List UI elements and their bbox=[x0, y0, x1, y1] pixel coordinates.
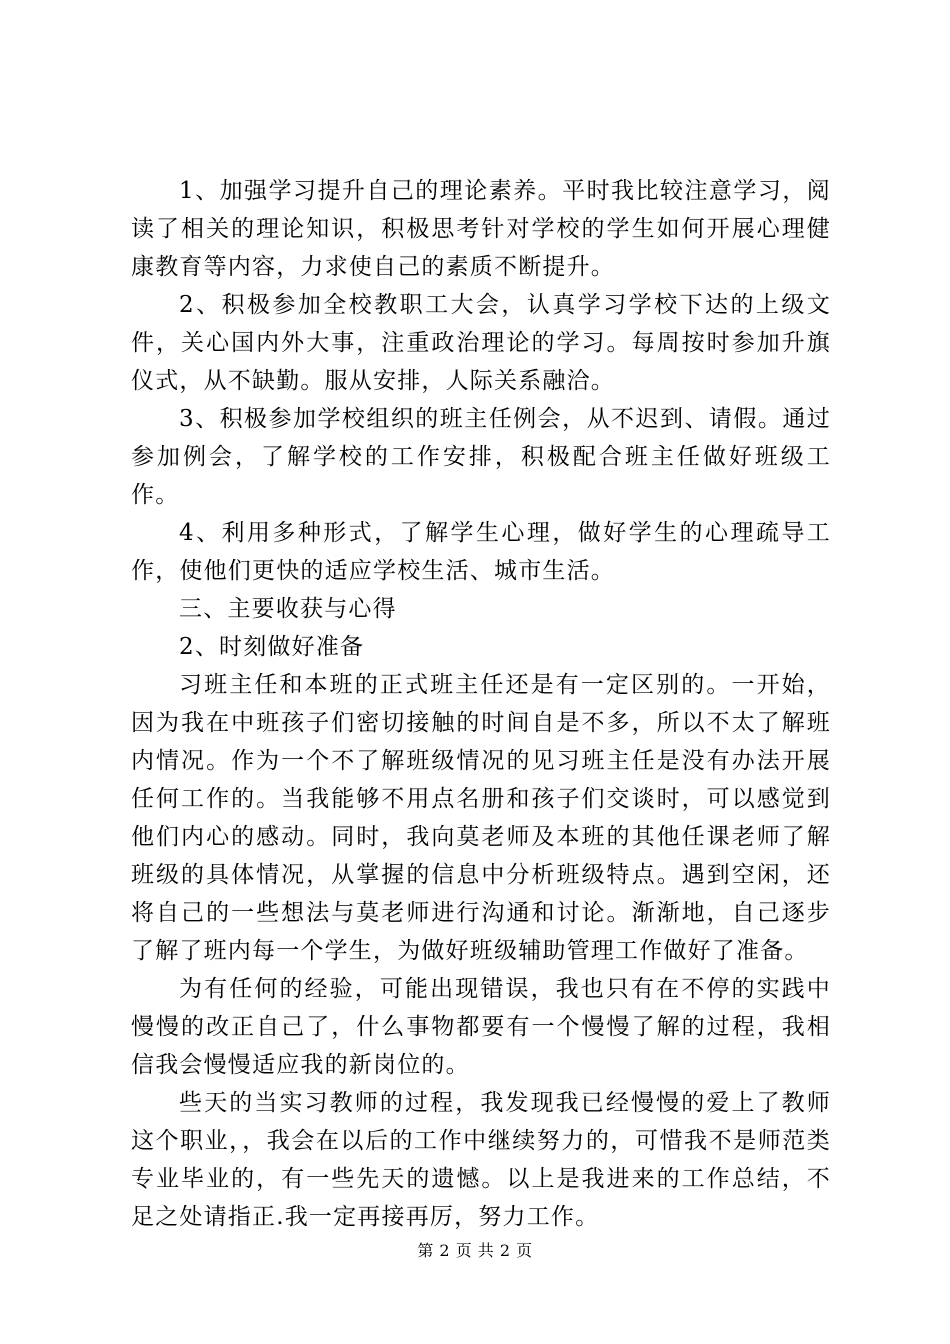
page-footer: 第 2 页 共 2 页 bbox=[417, 1241, 533, 1260]
paragraph-study: 1、加强学习提升自己的理论素养。平时我比较注意学习，阅读了相关的理论知识，积极思考针对学校的学生如何开展心理健康教育等内容，力求使自己的素质不断提升。 bbox=[131, 178, 831, 280]
paragraph-conclusion: 些天的当实习教师的过程，我发现我已经慢慢的爱上了教师这个职业，，我会在以后的工作中继续努力的，可惜我不是师范类专业毕业的，有一些先天的遗憾。以上是我进来的工作总结，不足之处请指正.我一定再接再厉，努力工作。 bbox=[131, 1090, 831, 1230]
paragraph-experience: 为有任何的经验，可能出现错误，我也只有在不停的实践中慢慢的改正自己了，什么事物都要有一个慢慢了解的过程，我相信我会慢慢适应我的新岗位的。 bbox=[131, 976, 831, 1078]
paragraph-class-meeting: 3、积极参加学校组织的班主任例会，从不迟到、请假。通过参加例会，了解学校的工作安排，积极配合班主任做好班级工作。 bbox=[131, 406, 831, 508]
section-heading-gains: 三、主要收获与心得 bbox=[179, 596, 397, 622]
paragraph-class-teacher: 习班主任和本班的正式班主任还是有一定区别的。一开始，因为我在中班孩子们密切接触的时间自是不多，所以不太了解班内情况。作为一个不了解班级情况的见习班主任是没有办法开展任何工作的。当我能够不用点名册和孩子们交谈时，可以感觉到他们内心的感动。同时，我向莫老师及本班的其他任课老师了解班级的具体情况，从掌握的信息中分析班级特点。遇到空闲，还将自己的一些想法与莫老师进行沟通和讨论。渐渐地，自己逐步了解了班内每一个学生，为做好班级辅助管理工作做好了准备。 bbox=[131, 672, 831, 964]
subheading-preparation: 2、时刻做好准备 bbox=[179, 634, 365, 660]
paragraph-staff-meeting: 2、积极参加全校教职工大会，认真学习学校下达的上级文件，关心国内外大事，注重政治理论的学习。每周按时参加升旗仪式，从不缺勤。服从安排，人际关系融洽。 bbox=[131, 292, 831, 394]
paragraph-student-psychology: 4、利用多种形式，了解学生心理，做好学生的心理疏导工作，使他们更快的适应学校生活、城市生活。 bbox=[131, 520, 831, 584]
document-body bbox=[131, 172, 831, 1236]
